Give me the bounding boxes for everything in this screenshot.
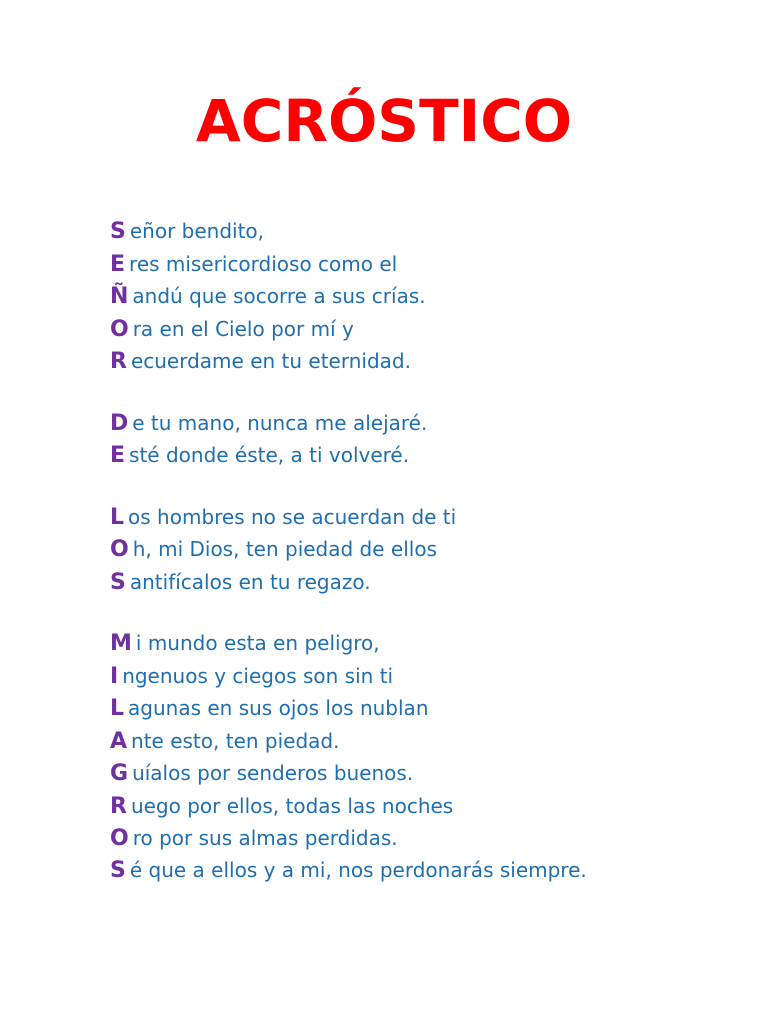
line-initial: G (110, 761, 129, 786)
line-text: sté donde éste, a ti volveré. (129, 443, 410, 467)
line-text: ra en el Cielo por mí y (132, 316, 354, 341)
poem-line (110, 248, 750, 281)
line-initial: L (110, 696, 125, 721)
line-initial: Ñ (110, 284, 129, 309)
poem-line (110, 533, 750, 566)
line-initial: S (110, 857, 126, 883)
stanza-2 (110, 407, 750, 472)
line-initial: E (110, 443, 126, 468)
line-text: ngenuos y ciegos son sin ti (122, 663, 394, 688)
line-text: uego por ellos, todas las noches (130, 793, 454, 818)
poem-line (110, 757, 750, 790)
line-initial: R (110, 793, 127, 819)
stanza-spacer (110, 472, 750, 501)
poem-line (110, 439, 750, 472)
line-text: agunas en sus ojos los nublan (128, 696, 429, 720)
poem-line (110, 855, 610, 886)
line-initial: R (110, 349, 127, 374)
line-initial: E (110, 251, 126, 277)
stanza-3 (110, 501, 750, 599)
poem-line (110, 313, 750, 346)
line-text: antifícalos en tu regazo. (129, 569, 371, 594)
poem-line (110, 280, 750, 313)
poem-line (110, 501, 750, 534)
line-initial: O (110, 316, 129, 342)
stanza-4 (110, 627, 750, 886)
line-initial: M (110, 631, 132, 656)
line-text: nte esto, ten piedad. (131, 728, 340, 753)
stanza-spacer (110, 378, 750, 407)
poem-line (110, 566, 750, 599)
line-initial: S (110, 569, 126, 595)
line-initial: I (110, 663, 119, 689)
document-title: ACRÓSTICO (195, 87, 573, 155)
line-text: i mundo esta en peligro, (135, 631, 380, 655)
poem-line (110, 627, 750, 660)
line-text: res misericordioso como el (129, 251, 398, 276)
line-text: é que a ellos y a mi, nos perdonarás siempre. (129, 857, 587, 882)
line-text: eñor bendito, (129, 219, 265, 243)
line-initial: A (110, 728, 128, 754)
line-text: ecuerdame en tu eternidad. (130, 349, 411, 373)
line-initial: O (110, 826, 129, 851)
stanza-1 (110, 215, 750, 378)
poem-line (110, 407, 750, 440)
poem-line (110, 725, 750, 758)
acrostic-poem (110, 215, 750, 886)
line-initial: D (110, 410, 129, 436)
poem-line (110, 215, 750, 248)
line-text: ro por sus almas perdidas. (132, 826, 398, 850)
line-initial: L (110, 504, 125, 530)
line-text: e tu mano, nunca me alejaré. (132, 410, 428, 435)
line-initial: S (110, 219, 126, 244)
poem-line (110, 692, 750, 725)
poem-line (110, 790, 750, 823)
poem-line (110, 660, 750, 693)
stanza-spacer (110, 598, 750, 627)
line-text: uíalos por senderos buenos. (132, 761, 414, 785)
line-text: os hombres no se acuerdan de ti (128, 504, 457, 529)
poem-line (110, 822, 750, 855)
line-text: h, mi Dios, ten piedad de ellos (132, 537, 437, 561)
line-text: andú que socorre a sus crías. (132, 284, 426, 308)
line-initial: O (110, 537, 129, 562)
poem-line (110, 345, 750, 378)
